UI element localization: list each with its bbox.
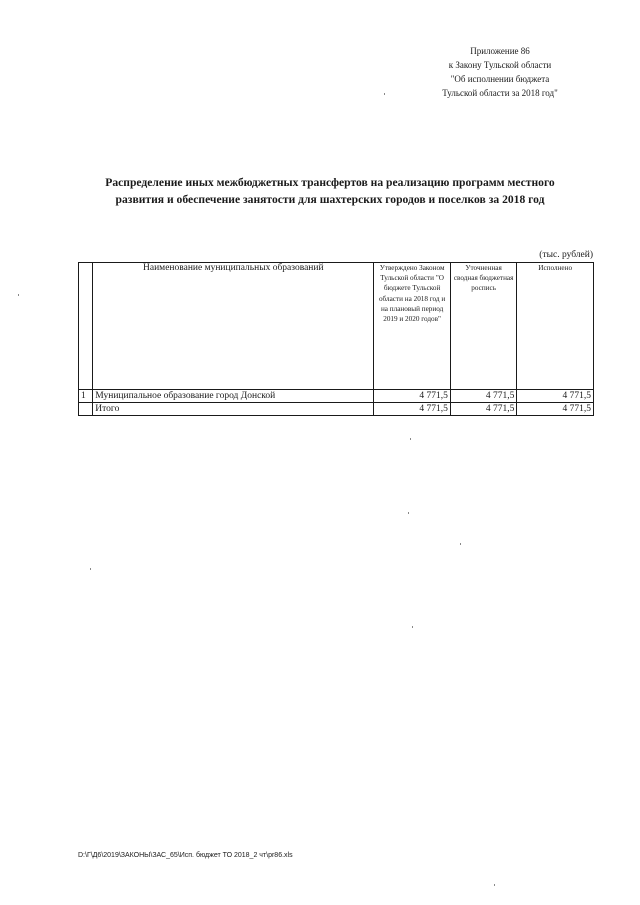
total-executed: 4 771,5: [517, 403, 594, 416]
appendix-block: [400, 44, 600, 100]
scan-speck: [460, 543, 461, 545]
scan-speck: [90, 568, 91, 570]
row-refined: 4 771,5: [450, 390, 516, 403]
file-path-footer: D:\Г\Д6\2019\ЗАКОНЫ\ЗАС_65\Исп. бюджет ТО 2018_2 чт\pr86.xls: [78, 852, 293, 859]
row-executed: 4 771,5: [517, 390, 594, 403]
units-label: (тыс. рублей): [539, 250, 593, 260]
total-number: [79, 403, 93, 416]
header-name: Наименование муниципальных образований: [93, 263, 374, 390]
table-row: [79, 390, 594, 403]
header-approved: Утверждено Законом Тульской области "О бюджете Тульской области на 2018 год и на плановый период 2019 и 2020 годов": [374, 263, 451, 390]
appendix-line-4: Тульской области за 2018 год": [442, 88, 558, 98]
appendix-line-1: Приложение 86: [470, 46, 530, 56]
row-approved: 4 771,5: [374, 390, 451, 403]
row-number: 1: [79, 390, 93, 403]
title-line-2: развития и обеспечение занятости для шахтерских городов и поселков за 2018 год: [115, 193, 545, 206]
header-executed: Исполнено: [517, 263, 594, 390]
scan-speck: [384, 93, 385, 95]
header-refined: Уточненная сводная бюджетная роспись: [450, 263, 516, 390]
total-approved: 4 771,5: [374, 403, 451, 416]
total-refined: 4 771,5: [450, 403, 516, 416]
scan-speck: [494, 884, 495, 886]
table-header-row: [79, 263, 594, 390]
appendix-line-3: "Об исполнении бюджета: [450, 74, 550, 84]
scan-speck: [18, 294, 19, 296]
scan-speck: [412, 626, 413, 628]
total-name: Итого: [93, 403, 374, 416]
scan-speck: [408, 512, 409, 514]
table-total-row: [79, 403, 594, 416]
row-name: Муниципальное образование город Донской: [93, 390, 374, 403]
title-line-1: Распределение иных межбюджетных трансфертов на реализацию программ местного: [105, 176, 555, 189]
scan-speck: [410, 438, 411, 440]
transfers-table: [78, 262, 594, 416]
appendix-line-2: к Закону Тульской области: [448, 60, 552, 70]
document-title: [40, 174, 620, 208]
header-number: [79, 263, 93, 390]
